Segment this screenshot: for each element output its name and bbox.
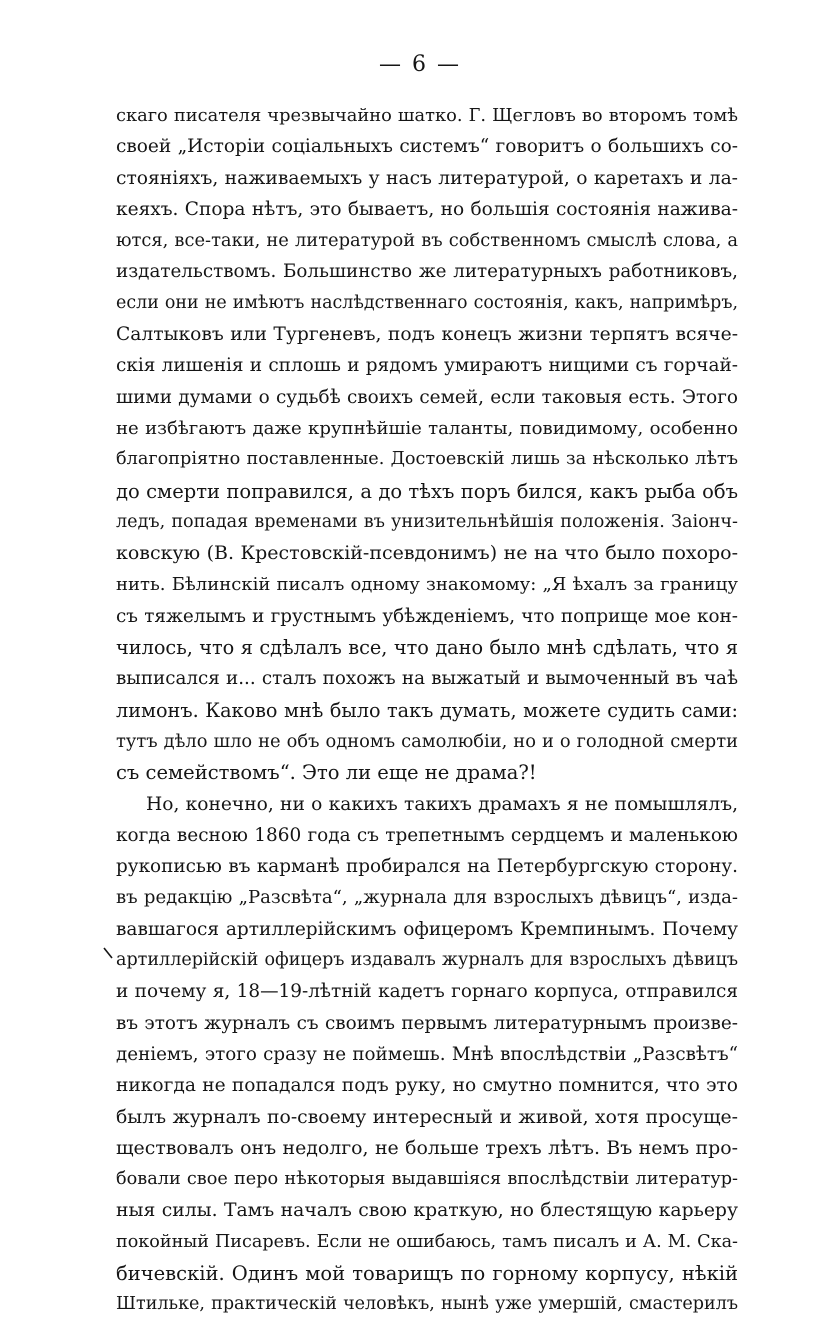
text-line: когда весною 1860 года съ трепетнымъ сердцемъ и маленькою: [116, 824, 738, 846]
text-line: Штильке, практическій человѣкъ, нынѣ уже умершій, смастерилъ: [116, 1294, 738, 1315]
text-line: вавшагося артиллерійскимъ офицеромъ Кремпинымъ. Почему: [116, 918, 738, 940]
text-line: съ тяжелымъ и грустнымъ убѣжденіемъ, что поприще мое кон-: [116, 605, 738, 627]
text-line: въ редакцію „Разсвѣта“, „журнала для взрослыхъ дѣвицъ“, изда-: [116, 887, 738, 909]
text-line: никогда не попадался подъ руку, но смутно помнится, что это: [116, 1075, 738, 1097]
paragraph-start-line: Но, конечно, ни о какихъ такихъ драмахъ я не помышлялъ,: [146, 793, 738, 815]
text-line: выписался и... сталъ похожъ на выжатый и вымоченный въ чаѣ: [116, 668, 738, 690]
text-line: кеяхъ. Спора нѣтъ, это бываетъ, но большія состоянія нажива-: [116, 198, 738, 220]
text-line: ныя силы. Тамъ началъ свою краткую, но блестящую карьеру: [116, 1200, 738, 1222]
text-line: тутъ дѣло шло не объ одномъ самолюбіи, но и о голодной смерти: [116, 730, 738, 752]
text-line: чилось, что я сдѣлалъ все, что дано было мнѣ сдѣлать, что я: [116, 636, 738, 660]
text-line: шими думами о судьбѣ своихъ семей, если таковыя есть. Этого: [116, 386, 738, 408]
text-line: Салтыковъ или Тургеневъ, подъ конецъ жизни терпятъ всяче-: [116, 324, 738, 346]
text-line: скаго писателя чрезвычайно шатко. Г. Щегловъ во второмъ томѣ: [116, 105, 738, 126]
text-line: покойный Писаревъ. Если не ошибаюсь, тамъ писалъ и А. М. Ска-: [116, 1231, 738, 1252]
text-line: ществовалъ онъ недолго, не больше трехъ лѣтъ. Въ немъ про-: [116, 1136, 738, 1159]
page-number: — 6 —: [379, 52, 461, 77]
text-line: деніемъ, этого сразу не поймешь. Мнѣ впослѣдствіи „Разсвѣтъ“: [116, 1043, 738, 1065]
text-line: стояніяхъ, наживаемыхъ у насъ литературой, о каретахъ и ла-: [116, 167, 738, 189]
text-line: лимонъ. Каково мнѣ было такъ думать, можете судить сами:: [116, 698, 738, 722]
text-line: не избѣгаютъ даже крупнѣйшіе таланты, повидимому, особенно: [116, 417, 738, 439]
text-line: до смерти поправился, а до тѣхъ поръ бился, какъ рыба объ: [116, 479, 738, 503]
text-line: издательствомъ. Большинство же литературныхъ работниковъ,: [116, 261, 738, 283]
text-line: благопріятно поставленные. Достоевскій лишь за нѣсколько лѣтъ: [116, 449, 738, 470]
text-line: въ этотъ журналъ съ своимъ первымъ литературнымъ произве-: [116, 1012, 738, 1034]
text-line: нить. Бѣлинскій писалъ одному знакомому: „Я ѣхалъ за границу: [116, 574, 738, 596]
paragraph-end-line: съ семействомъ“. Это ли еще не драма?!: [116, 761, 537, 785]
text-line: скія лишенія и сплошь и рядомъ умираютъ нищими съ горчай-: [116, 355, 738, 377]
text-line: и почему я, 18—19-лѣтній кадетъ горнаго корпуса, отправился: [116, 981, 738, 1003]
text-line: рукописью въ карманѣ пробирался на Петербургскую сторону.: [116, 856, 738, 878]
text-line: если они не имѣютъ наслѣдственнаго состоянія, какъ, напримѣръ,: [116, 292, 738, 313]
margin-mark-icon: [102, 946, 114, 958]
text-line: ледъ, попадая временами въ унизительнѣйшія положенія. Заіонч-: [116, 511, 738, 532]
text-line: артиллерійскій офицеръ издавалъ журналъ для взрослыхъ дѣвицъ: [116, 950, 738, 971]
text-line: своей „Исторіи соціальныхъ системъ“ говоритъ о большихъ со-: [116, 136, 738, 158]
text-line: ются, все-таки, не литературой въ собственномъ смыслѣ слова, а: [116, 230, 738, 252]
text-line: ковскую (В. Крестовскій-псевдонимъ) не на что было похоро-: [116, 542, 738, 565]
text-line: бовали свое перо нѣкоторыя выдавшіяся впослѣдствіи литератур-: [116, 1169, 738, 1190]
text-line: бичевскій. Одинъ мой товарищъ по горному корпусу, нѣкій: [116, 1261, 738, 1285]
body-text: [116, 100, 738, 1321]
text-line: былъ журналъ по-своему интересный и живой, хотя просуще-: [116, 1106, 738, 1128]
